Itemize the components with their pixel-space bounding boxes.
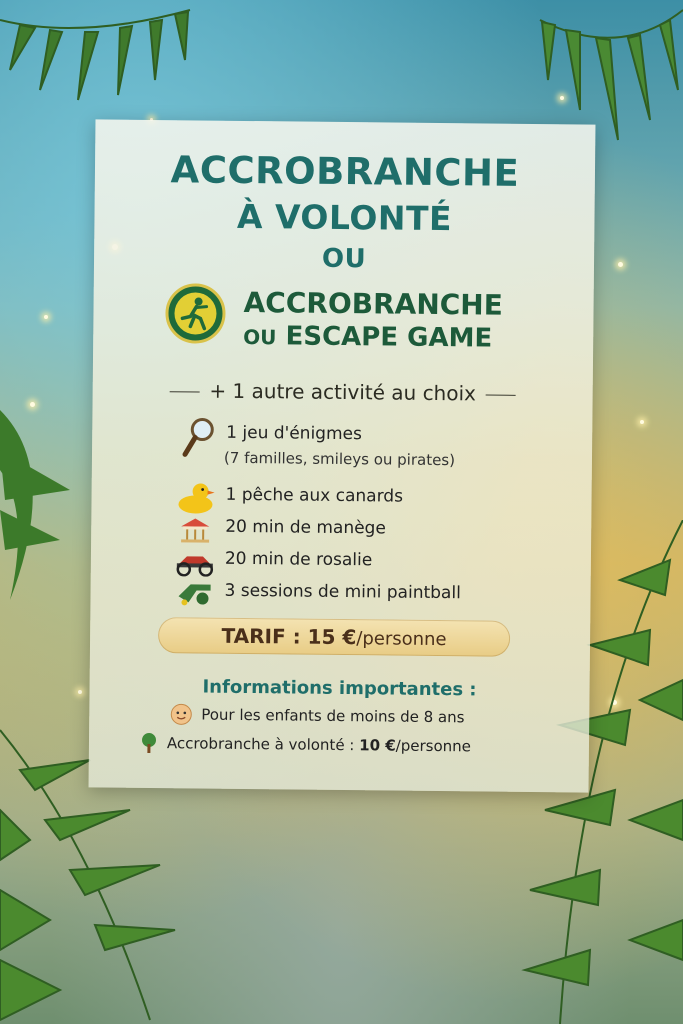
title-or: OU bbox=[321, 243, 367, 275]
info-title: Informations importantes : bbox=[202, 676, 477, 701]
option-line-2 bbox=[243, 321, 492, 354]
info-line-2 bbox=[167, 734, 471, 755]
tarif-badge bbox=[158, 617, 510, 657]
title-line-1: ACCROBRANCHE bbox=[170, 148, 520, 195]
activity-label: 1 pêche aux canards bbox=[225, 484, 404, 507]
flyer-card bbox=[89, 119, 596, 792]
child-face-icon bbox=[169, 702, 193, 726]
tarif-label: TARIF : 15 € bbox=[221, 623, 357, 650]
subtitle-text: + 1 autre activité au choix bbox=[209, 378, 477, 406]
activity-label: 20 min de manège bbox=[225, 516, 386, 539]
info-line-2-per: /personne bbox=[395, 736, 472, 756]
info-line-1: Pour les enfants de moins de 8 ans bbox=[201, 705, 465, 727]
divider-right bbox=[486, 395, 516, 396]
sparkle bbox=[30, 402, 35, 407]
activity-label: 20 min de rosalie bbox=[224, 548, 373, 571]
activity-note: (7 familles, smileys ou pirates) bbox=[223, 448, 456, 470]
option-escape-game: ESCAPE GAME bbox=[285, 321, 493, 354]
sparkle bbox=[618, 262, 623, 267]
activity-label: 1 jeu d'énigmes bbox=[226, 422, 363, 445]
park-logo-icon bbox=[165, 283, 226, 344]
pedal-car-icon bbox=[173, 546, 217, 576]
magnifier-icon bbox=[182, 416, 216, 458]
title-line-2: À VOLONTÉ bbox=[236, 196, 453, 239]
sparkle bbox=[640, 420, 644, 424]
tree-icon bbox=[137, 731, 161, 755]
info-line-2-text: Accrobranche à volonté : bbox=[166, 734, 360, 755]
tarif-per: /personne bbox=[356, 628, 447, 651]
sparkle bbox=[44, 315, 48, 319]
palm-frond-left bbox=[0, 410, 90, 610]
sparkle bbox=[612, 700, 617, 705]
park-logo-inner bbox=[174, 292, 216, 334]
carousel-icon bbox=[177, 514, 213, 544]
rubber-duck-icon bbox=[173, 480, 215, 514]
info-line-2-price: 10 € bbox=[359, 736, 396, 755]
activity-label: 3 sessions de mini paintball bbox=[224, 580, 461, 604]
subtitle bbox=[93, 377, 593, 406]
divider-left bbox=[169, 391, 199, 392]
sparkle bbox=[78, 690, 82, 694]
option-line-1: ACCROBRANCHE bbox=[243, 285, 504, 322]
sparkle bbox=[560, 96, 564, 100]
paintball-icon bbox=[174, 576, 214, 608]
option-or: OU bbox=[243, 324, 277, 350]
